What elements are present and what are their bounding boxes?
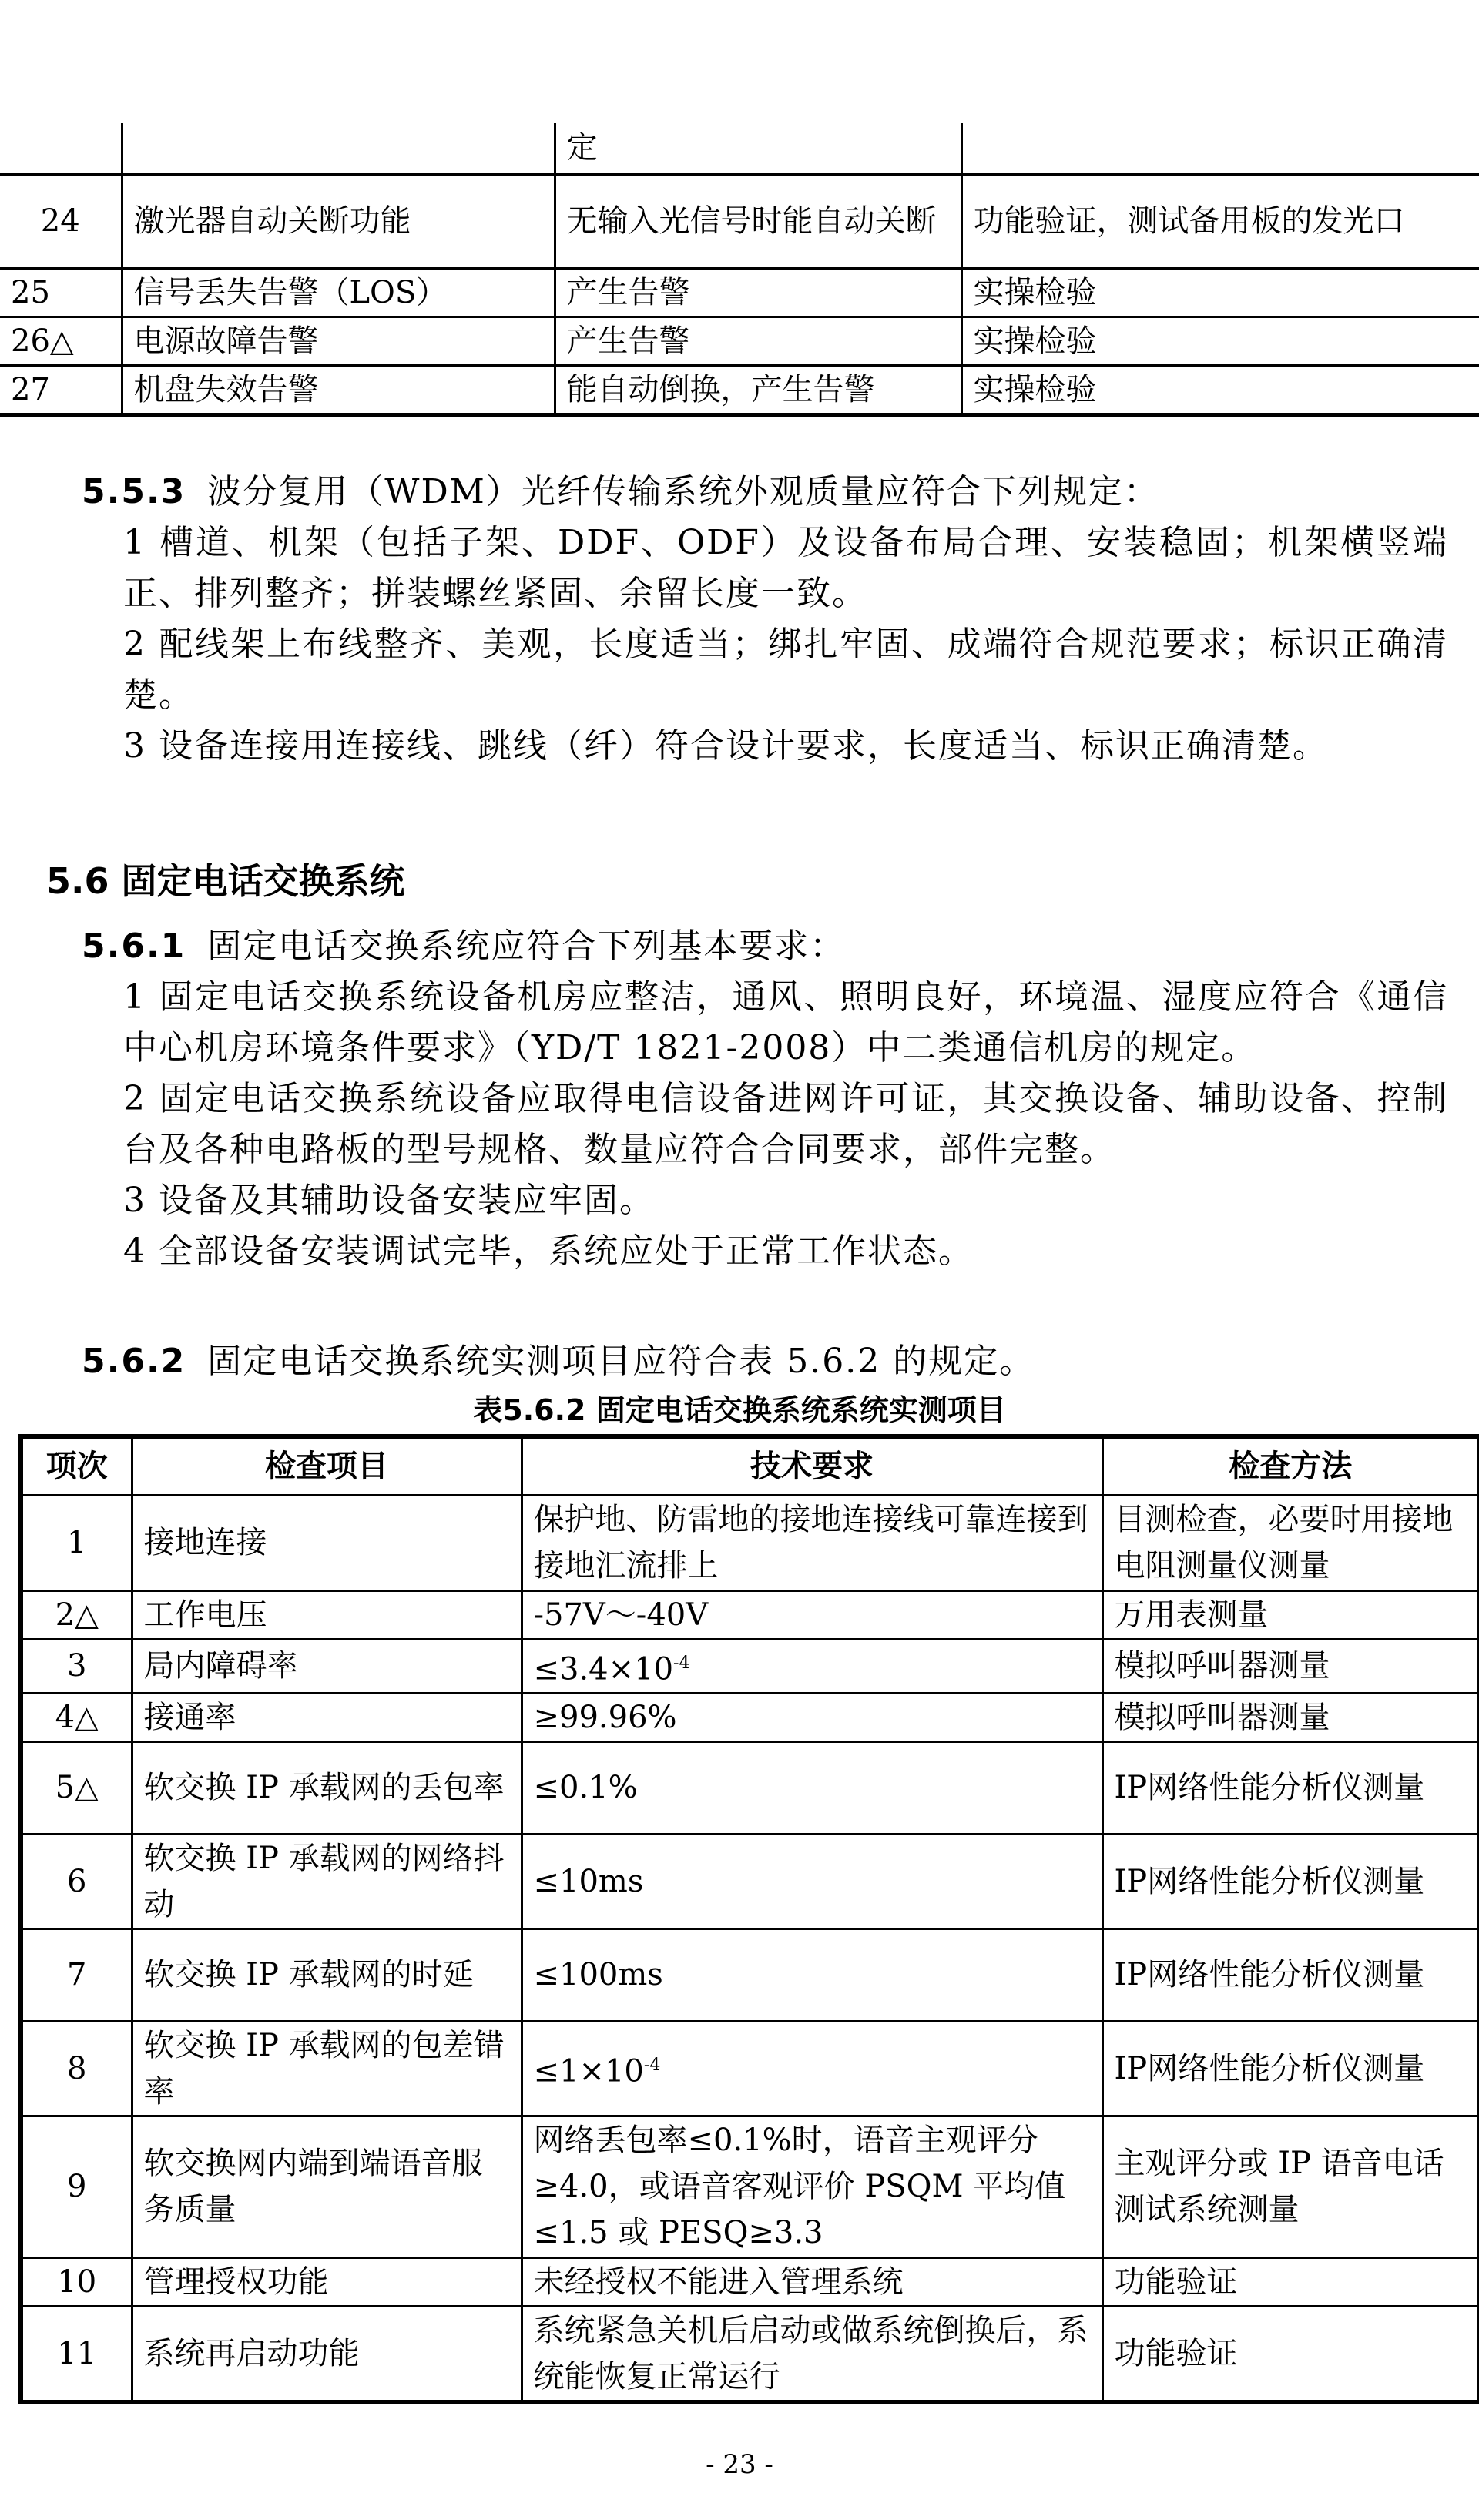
table-caption: 表5.6.2 固定电话交换系统系统实测项目 xyxy=(473,1393,1006,1427)
table-header-row xyxy=(21,1436,1479,1495)
cell: -57V～-40V xyxy=(522,1590,1102,1639)
table-row xyxy=(21,1834,1479,1929)
cell: 主观评分或 IP 语音电话测试系统测量 xyxy=(1102,2116,1479,2257)
cell: 软交换 IP 承载网的网络抖动 xyxy=(132,1834,522,1929)
table-row xyxy=(21,1693,1479,1741)
table-row xyxy=(0,317,1479,365)
cell: IP网络性能分析仪测量 xyxy=(1102,1929,1479,2021)
cell-value: ≤1×10 xyxy=(533,2053,644,2089)
clause-text: 固定电话交换系统实测项目应符合表 5.6.2 的规定。 xyxy=(207,1342,1035,1381)
cell xyxy=(961,123,1479,174)
clause-number: 5.5.3 xyxy=(82,472,186,511)
table-row xyxy=(0,268,1479,317)
cell xyxy=(522,1639,1102,1693)
column-header: 项次 xyxy=(21,1436,132,1495)
cell: ≤10ms xyxy=(522,1834,1102,1929)
cell: 6 xyxy=(21,1834,132,1929)
table-row xyxy=(0,123,1479,174)
list-item: 2 配线架上布线整齐、美观，长度适当；绑扎牢固、成端符合规范要求；标识正确清楚。 xyxy=(123,625,1448,715)
cell: 模拟呼叫器测量 xyxy=(1102,1639,1479,1693)
cell: 9 xyxy=(21,2116,132,2257)
table-row xyxy=(0,365,1479,415)
clause-number: 5.6.2 xyxy=(82,1342,186,1381)
clause-text: 固定电话交换系统应符合下列基本要求： xyxy=(207,927,846,966)
cell: IP网络性能分析仪测量 xyxy=(1102,1741,1479,1834)
clause-5-5-3 xyxy=(46,467,1448,772)
table-continued xyxy=(0,123,1479,417)
clause-text: 波分复用（WDM）光纤传输系统外观质量应符合下列规定： xyxy=(207,472,1159,511)
table-row xyxy=(21,1590,1479,1639)
cell: 软交换 IP 承载网的时延 xyxy=(132,1929,522,2021)
cell: 局内障碍率 xyxy=(132,1639,522,1693)
cell: 24 xyxy=(0,174,122,268)
cell: 万用表测量 xyxy=(1102,1590,1479,1639)
cell: 功能验证 xyxy=(1102,2257,1479,2306)
table-row xyxy=(21,1929,1479,2021)
list-item: 3 设备及其辅助设备安装应牢固。 xyxy=(123,1181,655,1220)
cell: 目测检查，必要时用接地电阻测量仪测量 xyxy=(1102,1495,1479,1590)
cell: 实操检验 xyxy=(961,268,1479,317)
cell: 实操检验 xyxy=(961,365,1479,415)
cell: 5△ xyxy=(21,1741,132,1834)
cell: IP网络性能分析仪测量 xyxy=(1102,2021,1479,2116)
cell xyxy=(522,2021,1102,2116)
table-row xyxy=(21,2021,1479,2116)
cell: 激光器自动关断功能 xyxy=(122,174,555,268)
cell: 实操检验 xyxy=(961,317,1479,365)
cell: 11 xyxy=(21,2306,132,2402)
cell: 软交换 IP 承载网的丢包率 xyxy=(132,1741,522,1834)
cell: 2△ xyxy=(21,1590,132,1639)
cell-value: ≤3.4×10 xyxy=(533,1650,674,1687)
cell: 系统紧急关机后启动或做系统倒换后，系统能恢复正常运行 xyxy=(522,2306,1102,2402)
cell: 保护地、防雷地的接地连接线可靠连接到接地汇流排上 xyxy=(522,1495,1102,1590)
exponent: -4 xyxy=(673,1653,690,1673)
cell: 工作电压 xyxy=(132,1590,522,1639)
cell: 8 xyxy=(21,2021,132,2116)
table-row xyxy=(21,1741,1479,1834)
cell: 定 xyxy=(555,123,961,174)
cell: 信号丢失告警（LOS） xyxy=(122,268,555,317)
cell: ≥99.96% xyxy=(522,1693,1102,1741)
cell: 能自动倒换，产生告警 xyxy=(555,365,961,415)
table-row xyxy=(21,1639,1479,1693)
list-item: 2 固定电话交换系统设备应取得电信设备进网许可证，其交换设备、辅助设备、控制台及各种电路板的型号规格、数量应符合合同要求，部件完整。 xyxy=(123,1079,1448,1169)
cell: 25 xyxy=(0,268,122,317)
cell xyxy=(122,123,555,174)
cell: ≤0.1% xyxy=(522,1741,1102,1834)
cell xyxy=(0,123,122,174)
cell: 10 xyxy=(21,2257,132,2306)
list-item: 1 槽道、机架（包括子架、DDF、ODF）及设备布局合理、安装稳固；机架横竖端正、排列整齐；拼装螺丝紧固、余留长度一致。 xyxy=(123,523,1448,613)
cell: 机盘失效告警 xyxy=(122,365,555,415)
cell: 3 xyxy=(21,1639,132,1693)
list-item: 4 全部设备安装调试完毕，系统应处于正常工作状态。 xyxy=(123,1232,974,1271)
table-row xyxy=(21,2306,1479,2402)
cell: 网络丢包率≤0.1%时，语音主观评分≥4.0，或语音客观评价 PSQM 平均值≤1.5 或 PESQ≥3.3 xyxy=(522,2116,1102,2257)
cell: 7 xyxy=(21,1929,132,2021)
cell: 产生告警 xyxy=(555,268,961,317)
cell: 功能验证，测试备用板的发光口 xyxy=(961,174,1479,268)
cell: 未经授权不能进入管理系统 xyxy=(522,2257,1102,2306)
cell: 1 xyxy=(21,1495,132,1590)
cell: 产生告警 xyxy=(555,317,961,365)
cell: 电源故障告警 xyxy=(122,317,555,365)
cell: 管理授权功能 xyxy=(132,2257,522,2306)
clause-number: 5.6.1 xyxy=(82,927,186,966)
table-5-6-2 xyxy=(18,1434,1479,2404)
cell: 功能验证 xyxy=(1102,2306,1479,2402)
table-row xyxy=(21,1495,1479,1590)
clause-5-6-1 xyxy=(46,921,1448,1277)
cell: 4△ xyxy=(21,1693,132,1741)
exponent: -4 xyxy=(643,2056,661,2076)
cell: 系统再启动功能 xyxy=(132,2306,522,2402)
cell: 软交换网内端到端语音服务质量 xyxy=(132,2116,522,2257)
list-item: 3 设备连接用连接线、跳线（纤）符合设计要求，长度适当、标识正确清楚。 xyxy=(123,726,1328,766)
cell: 26△ xyxy=(0,317,122,365)
column-header: 检查方法 xyxy=(1102,1436,1479,1495)
clause-5-6-2 xyxy=(46,1336,1448,1387)
cell: 软交换 IP 承载网的包差错率 xyxy=(132,2021,522,2116)
cell: 无输入光信号时能自动关断 xyxy=(555,174,961,268)
section-heading: 5.6 固定电话交换系统 xyxy=(46,860,405,902)
cell: 接地连接 xyxy=(132,1495,522,1590)
table-row xyxy=(21,2257,1479,2306)
table-row xyxy=(21,2116,1479,2257)
column-header: 检查项目 xyxy=(132,1436,522,1495)
page-number: - 23 - xyxy=(706,2449,773,2480)
cell: 27 xyxy=(0,365,122,415)
table-row xyxy=(0,174,1479,268)
list-item: 1 固定电话交换系统设备机房应整洁，通风、照明良好，环境温、湿度应符合《通信中心机房环境条件要求》（YD/T 1821-2008）中二类通信机房的规定。 xyxy=(123,977,1448,1067)
cell: 接通率 xyxy=(132,1693,522,1741)
column-header: 技术要求 xyxy=(522,1436,1102,1495)
cell: ≤100ms xyxy=(522,1929,1102,2021)
cell: IP网络性能分析仪测量 xyxy=(1102,1834,1479,1929)
cell: 模拟呼叫器测量 xyxy=(1102,1693,1479,1741)
